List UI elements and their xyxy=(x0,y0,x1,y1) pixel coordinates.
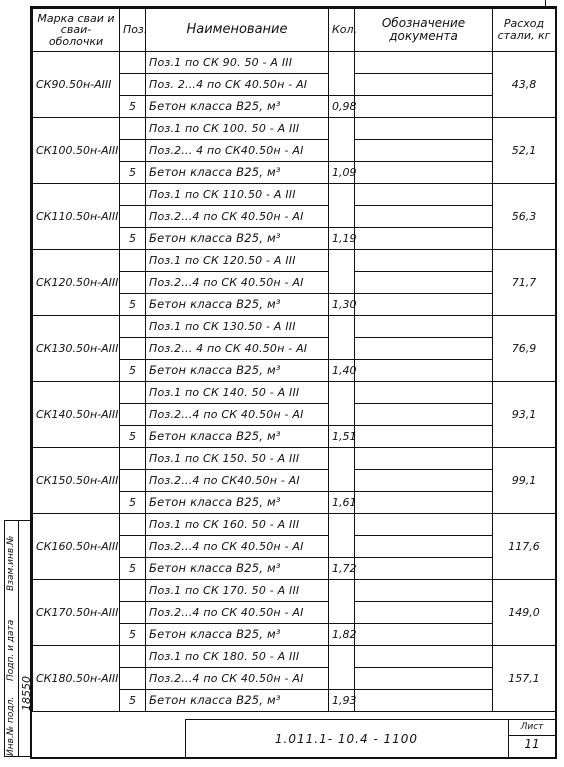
concrete-item: Бетон класса В25, м³ xyxy=(146,492,329,514)
table-row xyxy=(33,514,556,536)
concrete-volume: 1,82 xyxy=(329,624,355,646)
doc-cell xyxy=(355,96,493,118)
doc-cell xyxy=(355,228,493,250)
pos-number: 5 xyxy=(120,558,146,580)
binding-col-values xyxy=(18,521,32,756)
doc-cell xyxy=(355,404,493,426)
pos-number: 5 xyxy=(120,294,146,316)
doc-cell xyxy=(355,206,493,228)
qty-cell xyxy=(329,316,355,360)
pile-mark: СК150.50н-АIII xyxy=(33,448,120,514)
item-name: Поз.1 по СК 110.50 - А III xyxy=(146,184,329,206)
pos-cell xyxy=(120,250,146,272)
pos-cell xyxy=(120,206,146,228)
concrete-volume: 1,19 xyxy=(329,228,355,250)
doc-cell xyxy=(355,492,493,514)
header-doc: Обозначение документа xyxy=(355,9,493,52)
concrete-item: Бетон класса В25, м³ xyxy=(146,426,329,448)
item-name: Поз.2...4 по СК 40.50н - АI xyxy=(146,602,329,624)
doc-cell xyxy=(355,360,493,382)
doc-cell xyxy=(355,690,493,712)
qty-cell xyxy=(329,646,355,690)
item-name: Поз. 2...4 по СК 40.50н - АI xyxy=(146,74,329,96)
table-row xyxy=(33,52,556,74)
pos-number: 5 xyxy=(120,690,146,712)
doc-cell xyxy=(355,118,493,140)
header-mass: Расход стали, кг xyxy=(493,9,556,52)
table-row xyxy=(33,250,556,272)
qty-cell xyxy=(329,448,355,492)
item-name: Поз.1 по СК 180. 50 - А III xyxy=(146,646,329,668)
table-row xyxy=(33,448,556,470)
pos-cell xyxy=(120,382,146,404)
title-block xyxy=(185,719,555,758)
pos-number: 5 xyxy=(120,162,146,184)
pos-cell xyxy=(120,602,146,624)
pile-mark: СК120.50н-АIII xyxy=(33,250,120,316)
qty-cell xyxy=(329,184,355,228)
item-name: Поз.2...4 по СК 40.50н - АI xyxy=(146,668,329,690)
concrete-item: Бетон класса В25, м³ xyxy=(146,558,329,580)
table-row xyxy=(33,382,556,404)
steel-mass: 99,1 xyxy=(493,448,556,514)
table-row xyxy=(33,646,556,668)
qty-cell xyxy=(329,514,355,558)
pos-cell xyxy=(120,536,146,558)
pile-mark: СК170.50н-АIII xyxy=(33,580,120,646)
steel-mass: 76,9 xyxy=(493,316,556,382)
table-row xyxy=(33,580,556,602)
doc-cell xyxy=(355,294,493,316)
header-mark: Марка сваи и сваи-оболочки xyxy=(33,9,120,52)
pos-number: 5 xyxy=(120,228,146,250)
pos-cell xyxy=(120,668,146,690)
doc-cell xyxy=(355,668,493,690)
item-name: Поз.2... 4 по СК 40.50н - АI xyxy=(146,338,329,360)
pos-cell xyxy=(120,580,146,602)
label-sign-date: Подп. и дата xyxy=(6,619,16,681)
doc-cell xyxy=(355,602,493,624)
specification-body xyxy=(33,52,556,712)
steel-mass: 157,1 xyxy=(493,646,556,712)
steel-mass: 71,7 xyxy=(493,250,556,316)
sheet-number-box xyxy=(508,720,555,758)
binding-col-labels xyxy=(5,521,18,756)
table-row xyxy=(33,118,556,140)
steel-mass: 149,0 xyxy=(493,580,556,646)
doc-cell xyxy=(355,448,493,470)
label-inv-dup: Взам.инв.№ xyxy=(6,535,16,591)
item-name: Поз.1 по СК 170. 50 - А III xyxy=(146,580,329,602)
qty-cell xyxy=(329,118,355,162)
doc-cell xyxy=(355,536,493,558)
concrete-item: Бетон класса В25, м³ xyxy=(146,690,329,712)
steel-mass: 56,3 xyxy=(493,184,556,250)
table-row xyxy=(33,316,556,338)
doc-cell xyxy=(355,646,493,668)
header-pos: Поз. xyxy=(120,9,146,52)
item-name: Поз.2...4 по СК 40.50н - АI xyxy=(146,206,329,228)
doc-cell xyxy=(355,74,493,96)
pile-mark: СК140.50н-АIII xyxy=(33,382,120,448)
item-name: Поз.1 по СК 130.50 - А III xyxy=(146,316,329,338)
pos-cell xyxy=(120,646,146,668)
pile-mark: СК90.50н-АIII xyxy=(33,52,120,118)
pos-cell xyxy=(120,272,146,294)
pos-cell xyxy=(120,338,146,360)
concrete-item: Бетон класса В25, м³ xyxy=(146,162,329,184)
pos-cell xyxy=(120,470,146,492)
doc-cell xyxy=(355,514,493,536)
qty-cell xyxy=(329,250,355,294)
pos-cell xyxy=(120,52,146,74)
item-name: Поз.2...4 по СК40.50н - АI xyxy=(146,470,329,492)
pile-mark: СК160.50н-АIII xyxy=(33,514,120,580)
doc-cell xyxy=(355,184,493,206)
sheet-number: 11 xyxy=(524,737,540,751)
concrete-volume: 1,51 xyxy=(329,426,355,448)
doc-cell xyxy=(355,140,493,162)
doc-cell xyxy=(355,338,493,360)
pos-cell xyxy=(120,140,146,162)
pos-number: 5 xyxy=(120,492,146,514)
doc-cell xyxy=(355,558,493,580)
qty-cell xyxy=(329,52,355,96)
doc-cell xyxy=(355,52,493,74)
pos-cell xyxy=(120,514,146,536)
pos-number: 5 xyxy=(120,96,146,118)
concrete-item: Бетон класса В25, м³ xyxy=(146,360,329,382)
pos-cell xyxy=(120,74,146,96)
doc-cell xyxy=(355,316,493,338)
item-name: Поз.1 по СК 120.50 - А III xyxy=(146,250,329,272)
pos-number: 5 xyxy=(120,624,146,646)
concrete-volume: 1,40 xyxy=(329,360,355,382)
corner-tick xyxy=(545,0,558,6)
doc-cell xyxy=(355,382,493,404)
concrete-item: Бетон класса В25, м³ xyxy=(146,228,329,250)
qty-cell xyxy=(329,382,355,426)
concrete-item: Бетон класса В25, м³ xyxy=(146,96,329,118)
header-qty: Кол. xyxy=(329,9,355,52)
item-name: Поз.1 по СК 160. 50 - А III xyxy=(146,514,329,536)
pos-number: 5 xyxy=(120,426,146,448)
specification-table xyxy=(32,8,556,712)
concrete-volume: 1,72 xyxy=(329,558,355,580)
concrete-volume: 1,61 xyxy=(329,492,355,514)
item-name: Поз.1 по СК 140. 50 - А III xyxy=(146,382,329,404)
steel-mass: 117,6 xyxy=(493,514,556,580)
doc-cell xyxy=(355,272,493,294)
item-name: Поз.2... 4 по СК40.50н - АI xyxy=(146,140,329,162)
steel-mass: 93,1 xyxy=(493,382,556,448)
inv-orig-value: 18550 xyxy=(20,676,33,711)
concrete-volume: 1,09 xyxy=(329,162,355,184)
pile-mark: СК180.50н-АIII xyxy=(33,646,120,712)
doc-cell xyxy=(355,470,493,492)
concrete-volume: 0,98 xyxy=(329,96,355,118)
doc-cell xyxy=(355,250,493,272)
pos-number: 5 xyxy=(120,360,146,382)
label-inv-orig: Инв.№ подл. xyxy=(6,696,16,756)
table-row xyxy=(33,184,556,206)
qty-cell xyxy=(329,580,355,624)
item-name: Поз.1 по СК 90. 50 - А III xyxy=(146,52,329,74)
doc-cell xyxy=(355,580,493,602)
sheet-label: Лист xyxy=(509,722,555,736)
item-name: Поз.1 по СК 150. 50 - А III xyxy=(146,448,329,470)
concrete-volume: 1,30 xyxy=(329,294,355,316)
concrete-volume: 1,93 xyxy=(329,690,355,712)
pile-mark: СК130.50н-АIII xyxy=(33,316,120,382)
header-name: Наименование xyxy=(146,9,329,52)
item-name: Поз.1 по СК 100. 50 - А III xyxy=(146,118,329,140)
doc-cell xyxy=(355,624,493,646)
pos-cell xyxy=(120,316,146,338)
pos-cell xyxy=(120,448,146,470)
steel-mass: 43,8 xyxy=(493,52,556,118)
pos-cell xyxy=(120,118,146,140)
item-name: Поз.2...4 по СК 40.50н - АI xyxy=(146,404,329,426)
pile-mark: СК100.50н-АIII xyxy=(33,118,120,184)
document-code: 1.011.1- 10.4 - 1100 xyxy=(185,720,507,758)
item-name: Поз.2...4 по СК 40.50н - АI xyxy=(146,272,329,294)
doc-cell xyxy=(355,162,493,184)
pos-cell xyxy=(120,404,146,426)
pile-mark: СК110.50н-АIII xyxy=(33,184,120,250)
concrete-item: Бетон класса В25, м³ xyxy=(146,294,329,316)
table-header-row xyxy=(33,9,556,52)
doc-cell xyxy=(355,426,493,448)
steel-mass: 52,1 xyxy=(493,118,556,184)
pos-cell xyxy=(120,184,146,206)
binding-margin xyxy=(4,520,33,757)
item-name: Поз.2...4 по СК 40.50н - АI xyxy=(146,536,329,558)
concrete-item: Бетон класса В25, м³ xyxy=(146,624,329,646)
